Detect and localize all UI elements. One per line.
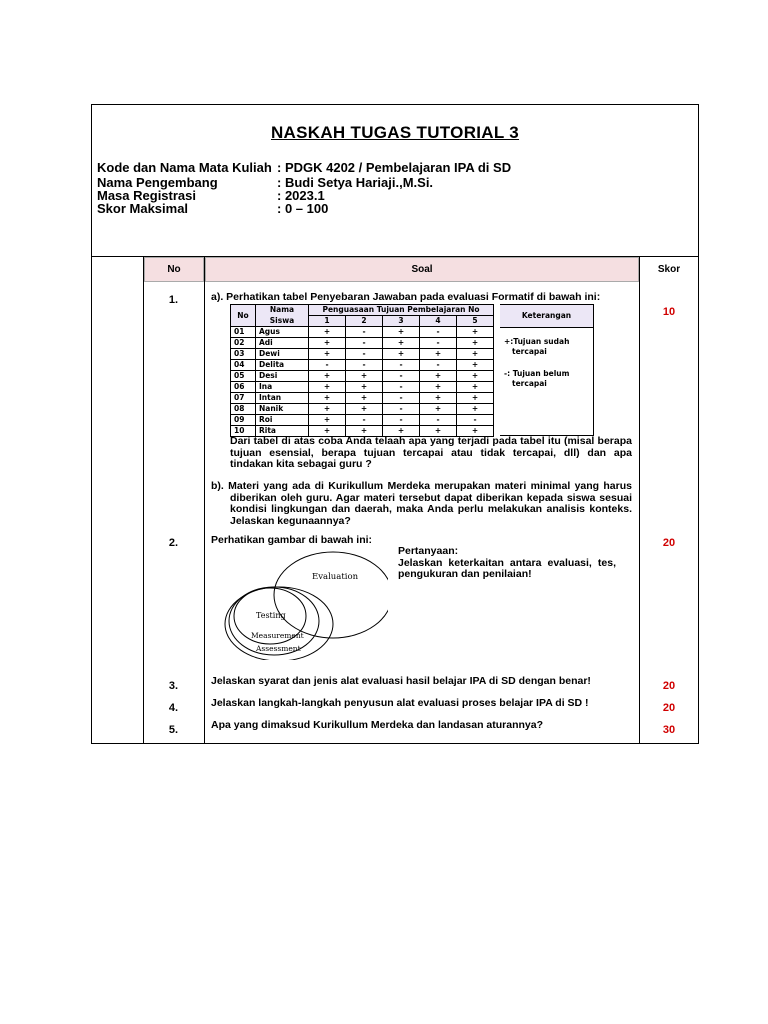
mastery-mark: + [420,371,457,382]
mastery-mark: - [383,360,420,371]
mastery-mark: + [383,349,420,360]
mastery-mark: - [420,415,457,426]
table-header-num: 5 [457,316,494,327]
student-name: Delita [256,360,309,371]
student-name: Desi [256,371,309,382]
question-score: 20 [662,702,676,714]
mastery-mark: - [420,327,457,338]
table-header-num: 4 [420,316,457,327]
question-4-text: Jelaskan langkah-langkah penyusun alat evaluasi proses belajar IPA di SD ! [211,697,589,709]
table-header-no: No [231,305,256,327]
text-line: Jelaskan kegunaannya? [230,514,351,527]
legend-box [500,304,594,436]
row-number: 10 [231,426,256,437]
mastery-mark: + [457,327,494,338]
measurement-label: Measurement [251,631,304,640]
row-number: 06 [231,382,256,393]
text-line: tindakan kita sebagai guru ? [230,458,372,470]
row-number: 07 [231,393,256,404]
table-row [231,404,494,415]
student-name: Rita [256,426,309,437]
mastery-mark: - [383,415,420,426]
table-row [231,338,494,349]
student-name: Ina [256,382,309,393]
question-score: 30 [662,724,676,736]
mastery-mark: + [346,371,383,382]
meta-key: Masa Registrasi [97,188,196,203]
table-header-siswa: Siswa [256,316,309,327]
meta-value: : 0 – 100 [277,201,329,216]
mastery-mark: + [346,393,383,404]
text-line: Jelaskan keterkaitan antara evaluasi, tes, [398,556,616,569]
mastery-mark: + [420,393,457,404]
evaluation-circle [274,552,388,638]
table-row [231,349,494,360]
question-number: 3. [168,680,179,692]
mastery-mark: + [346,404,383,415]
student-name: Dewi [256,349,309,360]
evaluation-venn-diagram [218,548,388,660]
question-number: 2. [168,537,179,549]
mastery-mark: + [457,426,494,437]
mastery-mark: - [383,393,420,404]
student-name: Nanik [256,404,309,415]
answer-distribution-table [230,304,494,437]
row-number: 02 [231,338,256,349]
question-2-intro: Perhatikan gambar di bawah ini: [211,534,373,546]
row-number: 04 [231,360,256,371]
question-1a-intro: a). Perhatikan tabel Penyebaran Jawaban pada evaluasi Formatif di bawah ini: [211,291,601,303]
question-number: 4. [168,702,179,714]
text-line: b). Materi yang ada di Kurikullum Merdeka merupakan materi minimal yang harus [211,480,632,492]
page-title: NASKAH TUGAS TUTORIAL 3 [270,123,520,142]
mastery-mark: - [457,415,494,426]
question-score: 20 [662,680,676,692]
table-row [231,393,494,404]
header-no: No [144,257,204,282]
row-number: 09 [231,415,256,426]
header-skor: Skor [640,257,698,282]
table-row [231,382,494,393]
legend-minus-line: tercapai [512,379,547,388]
mastery-mark: + [309,382,346,393]
table-row [231,327,494,338]
header-soal: Soal [205,257,639,282]
legend-minus [504,369,569,389]
text-line: kondisi lingkungan dan daerah, maka Anda perlu melakukan analisis konteks. [230,503,632,515]
legend-minus-line: -: Tujuan belum [504,369,570,378]
mastery-mark: + [457,338,494,349]
text-line: Pertanyaan: [398,545,459,557]
mastery-mark: - [346,349,383,360]
table-header-num: 2 [346,316,383,327]
mastery-mark: - [346,415,383,426]
mastery-mark: + [309,327,346,338]
question-5-text: Apa yang dimaksud Kurikullum Merdeka dan landasan aturannya? [211,719,544,731]
column-line [204,256,205,744]
mastery-mark: + [309,371,346,382]
mastery-mark: - [383,371,420,382]
evaluation-label: Evaluation [312,572,359,582]
mastery-mark: - [383,404,420,415]
mastery-mark: + [309,426,346,437]
student-name: Adi [256,338,309,349]
mastery-mark: + [383,327,420,338]
mastery-mark: + [457,371,494,382]
mastery-mark: + [457,382,494,393]
question-score: 10 [662,306,676,318]
legend-plus-line: +:Tujuan sudah [504,337,570,346]
mastery-mark: + [457,349,494,360]
meta-value: : PDGK 4202 / Pembelajaran IPA di SD [277,160,512,175]
meta-value: : 2023.1 [277,188,325,203]
table-row [231,415,494,426]
mastery-mark: - [346,338,383,349]
table-header-num: 1 [309,316,346,327]
mastery-mark: + [309,415,346,426]
mastery-mark: + [309,349,346,360]
question-2-text [398,546,616,581]
meta-value: : Budi Setya Hariaji.,M.Si. [277,175,434,190]
table-header-group: Penguasaan Tujuan Pembelajaran No [309,305,494,316]
mastery-mark: + [309,393,346,404]
table-header-num: 3 [383,316,420,327]
question-score: 20 [662,537,676,549]
question-number: 5. [168,724,179,736]
mastery-mark: + [457,393,494,404]
student-name: Roi [256,415,309,426]
text-line: Dari tabel di atas coba Anda telaah apa yang terjadi pada tabel itu (misal berapa [230,435,632,447]
mastery-mark: + [346,426,383,437]
row-number: 01 [231,327,256,338]
mastery-mark: - [420,338,457,349]
column-line [143,256,144,744]
text-line: tujuan esensial, berapa tujuan tercapai atau tidak tercapai, dll) dan apa [230,446,632,459]
mastery-mark: - [346,327,383,338]
table-header-nama: Nama [256,305,309,316]
legend-plus-line: tercapai [512,347,547,356]
table-row [231,371,494,382]
question-1b-text [211,481,632,527]
mastery-mark: + [420,382,457,393]
mastery-mark: + [457,404,494,415]
testing-label: Testing [256,611,286,620]
mastery-mark: - [346,360,383,371]
mastery-mark: + [383,426,420,437]
mastery-mark: + [309,338,346,349]
assessment-label: Assessment [256,644,301,653]
mastery-mark: + [420,349,457,360]
column-line [639,256,640,744]
mastery-mark: + [457,360,494,371]
mastery-mark: - [420,360,457,371]
meta-key: Nama Pengembang [97,175,218,190]
legend-header: Keterangan [500,305,593,328]
meta-key: Skor Maksimal [97,201,189,216]
mastery-mark: + [346,382,383,393]
student-name: Agus [256,327,309,338]
question-3-text: Jelaskan syarat dan jenis alat evaluasi hasil belajar IPA di SD dengan benar! [211,675,591,687]
mastery-mark: + [309,404,346,415]
row-number: 03 [231,349,256,360]
text-line: pengukuran dan penilaian! [398,568,532,580]
row-number: 05 [231,371,256,382]
mastery-mark: + [420,426,457,437]
student-name: Intan [256,393,309,404]
text-line: diberikan oleh guru. Agar materi tersebut dapat diberikan kepada siswa sesuai [230,491,632,504]
mastery-mark: + [420,404,457,415]
row-number: 08 [231,404,256,415]
mastery-mark: + [383,338,420,349]
question-1a-text [230,436,632,471]
legend-plus [504,337,569,357]
meta-key: Kode dan Nama Mata Kuliah [97,160,272,175]
mastery-mark: - [383,382,420,393]
question-number: 1. [168,294,179,306]
mastery-mark: - [309,360,346,371]
table-row [231,360,494,371]
